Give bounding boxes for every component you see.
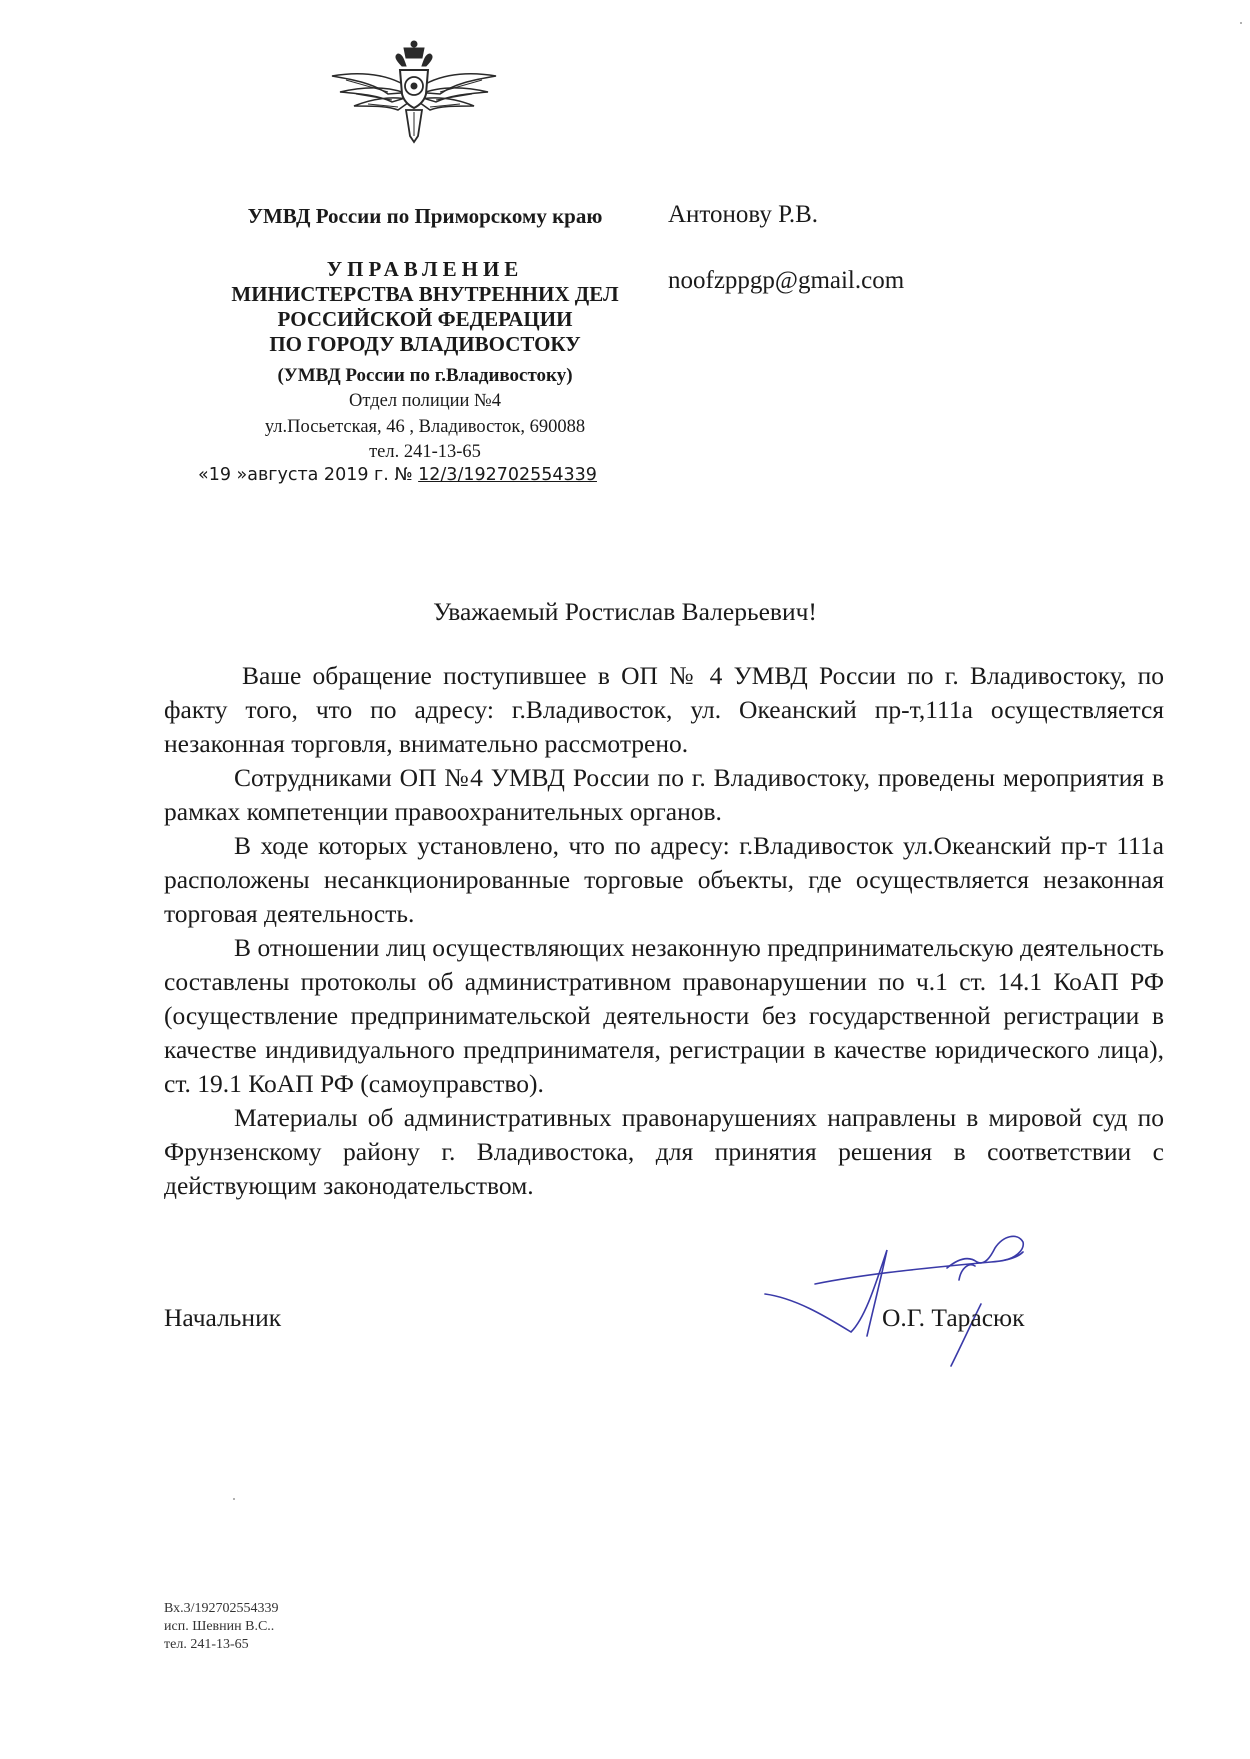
paragraph: Материалы об административных правонарушениях направлены в мировой суд по Фрунзенскому району г. Владивостока, для принятия решения в соответствии с действующим законодательством.	[164, 1103, 1164, 1200]
letter-date: «19 »августа 2019 г. №	[198, 465, 413, 485]
office-title: УПРАВЛЕНИЕ	[326, 257, 524, 281]
signatory-name: О.Г. Тарасюк	[882, 1303, 1025, 1332]
office-abbreviation: (УМВД России по г.Владивостоку)	[277, 365, 573, 386]
paragraph: Сотрудниками ОП №4 УМВД России по г. Владивостоку, проведены мероприятия в рамках компетенции правоохранительных органов.	[164, 763, 1164, 826]
department-name: УМВД России по Приморскому краю	[247, 204, 603, 228]
ministry-line-2: РОССИЙСКОЙ ФЕДЕРАЦИИ	[277, 307, 573, 331]
letter-number: 12/3/192702554339	[418, 465, 597, 485]
signatory-role: Начальник	[164, 1303, 282, 1332]
paragraph: В ходе которых установлено, что по адресу: г.Владивосток ул.Океанский пр-т 111а расположены несанкционированные торговые объекты, где осуществляется незаконная торговая деятельность.	[164, 831, 1164, 928]
ministry-line-3: ПО ГОРОДУ ВЛАДИВОСТОКУ	[269, 332, 581, 356]
greeting: Уважаемый Ростислав Валерьевич!	[433, 597, 817, 626]
date-and-number	[198, 465, 597, 485]
paragraph: Ваше обращение поступившее в ОП № 4 УМВД России по г. Владивостоку, по факту того, что по адресу: г.Владивосток, ул. Океанский пр-т,111а осуществляется незаконная торговля, внимательно рассмотрено.	[164, 661, 1164, 758]
addressee-email: noofzppgp@gmail.com	[668, 267, 905, 294]
paragraph: В отношении лиц осуществляющих незаконную предпринимательскую деятельность составлены протоколы об административном правонарушении по ч.1 ст. 14.1 КоАП РФ (осуществление предпринимательской деятельности без государственной регистрации в качестве индивидуального предпринимателя, регистрации в качестве юридического лица), ст. 19.1 КоАП РФ (самоуправство).	[164, 933, 1164, 1098]
scan-speck	[1240, 22, 1242, 24]
office-address: ул.Посьетская, 46 , Владивосток, 690088	[264, 417, 586, 437]
footer-phone: тел. 241-13-65	[164, 1637, 249, 1652]
addressee-name: Антонову Р.В.	[668, 201, 819, 228]
mvd-emblem-icon	[326, 36, 502, 148]
handwritten-signature	[755, 1228, 1085, 1368]
footer-executor: исп. Шевнин В.С..	[164, 1619, 275, 1634]
division-name: Отдел полиции №4	[349, 391, 501, 411]
office-phone: тел. 241-13-65	[369, 442, 481, 462]
scan-speck	[233, 1498, 235, 1500]
footer-notes	[164, 1600, 279, 1654]
footer-reference: Вх.3/192702554339	[164, 1601, 279, 1616]
letter-body	[164, 659, 1164, 1203]
ministry-line-1: МИНИСТЕРСТВА ВНУТРЕННИХ ДЕЛ	[231, 282, 619, 306]
